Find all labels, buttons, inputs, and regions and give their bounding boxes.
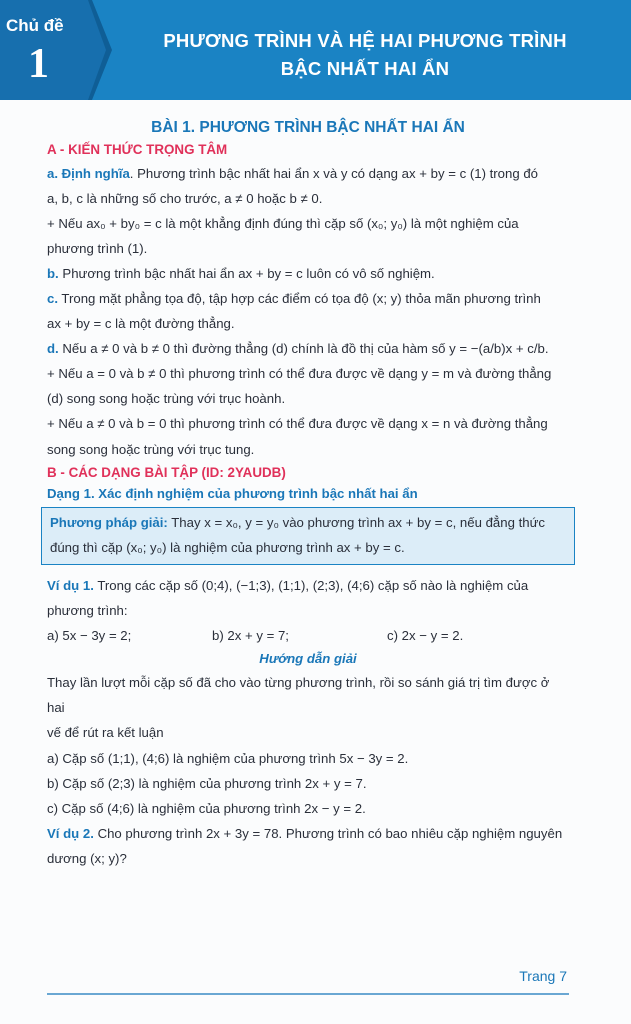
chapter-title-line2: BẬC NHẤT HAI ẨN <box>280 58 450 79</box>
example-1-option-c: c) 2x − y = 2. <box>387 627 464 643</box>
topic-number: 1 <box>28 41 49 87</box>
point-d-note-3: + Nếu a ≠ 0 và b = 0 thì phương trình có thể đưa được về dạng x = n và đường thẳng <box>47 416 548 432</box>
dang-1-heading: Dạng 1. Xác định nghiệm của phương trình bậc nhất hai ẩn <box>47 486 418 502</box>
page-content <box>47 112 569 871</box>
guide-heading: Hướng dẫn giải <box>259 650 357 666</box>
example-1-option-a: a) 5x − 3y = 2; <box>47 627 132 643</box>
section-b-heading: B - CÁC DẠNG BÀI TẬP (ID: 2YAUDB) <box>47 464 286 480</box>
footer-divider <box>47 993 569 995</box>
definition-text-2: a, b, c là những số cho trước, a ≠ 0 hoặc b ≠ 0. <box>47 190 323 206</box>
method-text-1: Thay x = x₀, y = y₀ vào phương trình ax + by = c, nếu đẳng thức <box>167 514 545 530</box>
example-1-text: Trong các cặp số (0;4), (−1;3), (1;1), (2;3), (4;6) cặp số nào là nghiệm của <box>93 577 529 593</box>
answer-b: b) Cặp số (2;3) là nghiệm của phương trình 2x + y = 7. <box>47 775 367 791</box>
guide-text-2: vế để rút ra kết luận <box>47 725 164 741</box>
point-d-note-1: + Nếu a = 0 và b ≠ 0 thì phương trình có thể đưa được về dạng y = m và đường thẳng <box>47 366 552 382</box>
point-d-label: d. <box>47 341 59 357</box>
chapter-title-line1: PHƯƠNG TRÌNH VÀ HỆ HAI PHƯƠNG TRÌNH <box>163 30 567 51</box>
example-1-text-2: phương trình: <box>47 602 128 618</box>
point-d-note-4: song song hoặc trùng với trục tung. <box>47 441 255 457</box>
point-c-text-2: ax + by = c là một đường thẳng. <box>47 316 235 332</box>
page-number: Trang 7 <box>519 968 567 984</box>
definition-note-1: + Nếu ax₀ + by₀ = c là một khẳng định đúng thì cặp số (x₀; y₀) là một nghiệm của <box>47 215 519 231</box>
method-line-1 <box>50 510 566 535</box>
method-label: Phương pháp giải: <box>50 514 168 530</box>
topic-tab <box>0 0 100 100</box>
definition-paragraph <box>47 161 569 186</box>
point-d <box>47 336 569 361</box>
example-2 <box>47 821 569 846</box>
method-text-2: đúng thì cặp (x₀; y₀) là nghiệm của phương trình ax + by = c. <box>50 539 405 555</box>
definition-note-2: phương trình (1). <box>47 240 148 256</box>
example-2-text-2: dương (x; y)? <box>47 850 127 866</box>
point-b <box>47 261 569 286</box>
example-2-label: Ví dụ 2. <box>47 825 94 841</box>
example-2-text: Cho phương trình 2x + 3y = 78. Phương trình có bao nhiêu cặp nghiệm nguyên <box>93 825 563 841</box>
point-b-text: Phương trình bậc nhất hai ẩn ax + by = c luôn có vô số nghiệm. <box>58 266 435 281</box>
example-1-option-b: b) 2x + y = 7; <box>212 627 289 643</box>
definition-text: . Phương trình bậc nhất hai ẩn x và y có dạng ax + by = c (1) trong đó <box>129 165 539 181</box>
example-1 <box>47 573 569 598</box>
guide-text-1: Thay lần lượt mỗi cặp số đã cho vào từng phương trình, rồi so sánh giá trị tìm được ở hai <box>47 675 550 716</box>
topic-label: Chủ đề <box>6 16 64 35</box>
example-1-options <box>47 623 569 648</box>
method-box <box>41 507 575 565</box>
answer-a: a) Cặp số (1;1), (4;6) là nghiệm của phương trình 5x − 3y = 2. <box>47 750 409 766</box>
example-1-label: Ví dụ 1. <box>47 577 94 593</box>
chapter-header <box>0 0 631 100</box>
point-d-text: Nếu a ≠ 0 và b ≠ 0 thì đường thẳng (d) chính là đồ thị của hàm số y = −(a/b)x + c/b. <box>58 341 549 357</box>
point-c-text: Trong mặt phẳng tọa độ, tập hợp các điểm có tọa độ (x; y) thỏa mãn phương trình <box>58 291 541 307</box>
topic-tab-shape <box>0 0 112 100</box>
point-c <box>47 286 569 311</box>
point-c-label: c. <box>47 291 58 307</box>
section-a-heading: A - KIẾN THỨC TRỌNG TÂM <box>47 142 228 158</box>
point-b-label: b. <box>47 266 59 281</box>
definition-label: a. Định nghĩa <box>47 165 130 181</box>
lesson-title: BÀI 1. PHƯƠNG TRÌNH BẬC NHẤT HAI ẨN <box>151 119 465 136</box>
answer-c: c) Cặp số (4;6) là nghiệm của phương trình 2x − y = 2. <box>47 800 366 816</box>
point-d-note-2: (d) song song hoặc trùng với trục hoành. <box>47 391 286 407</box>
